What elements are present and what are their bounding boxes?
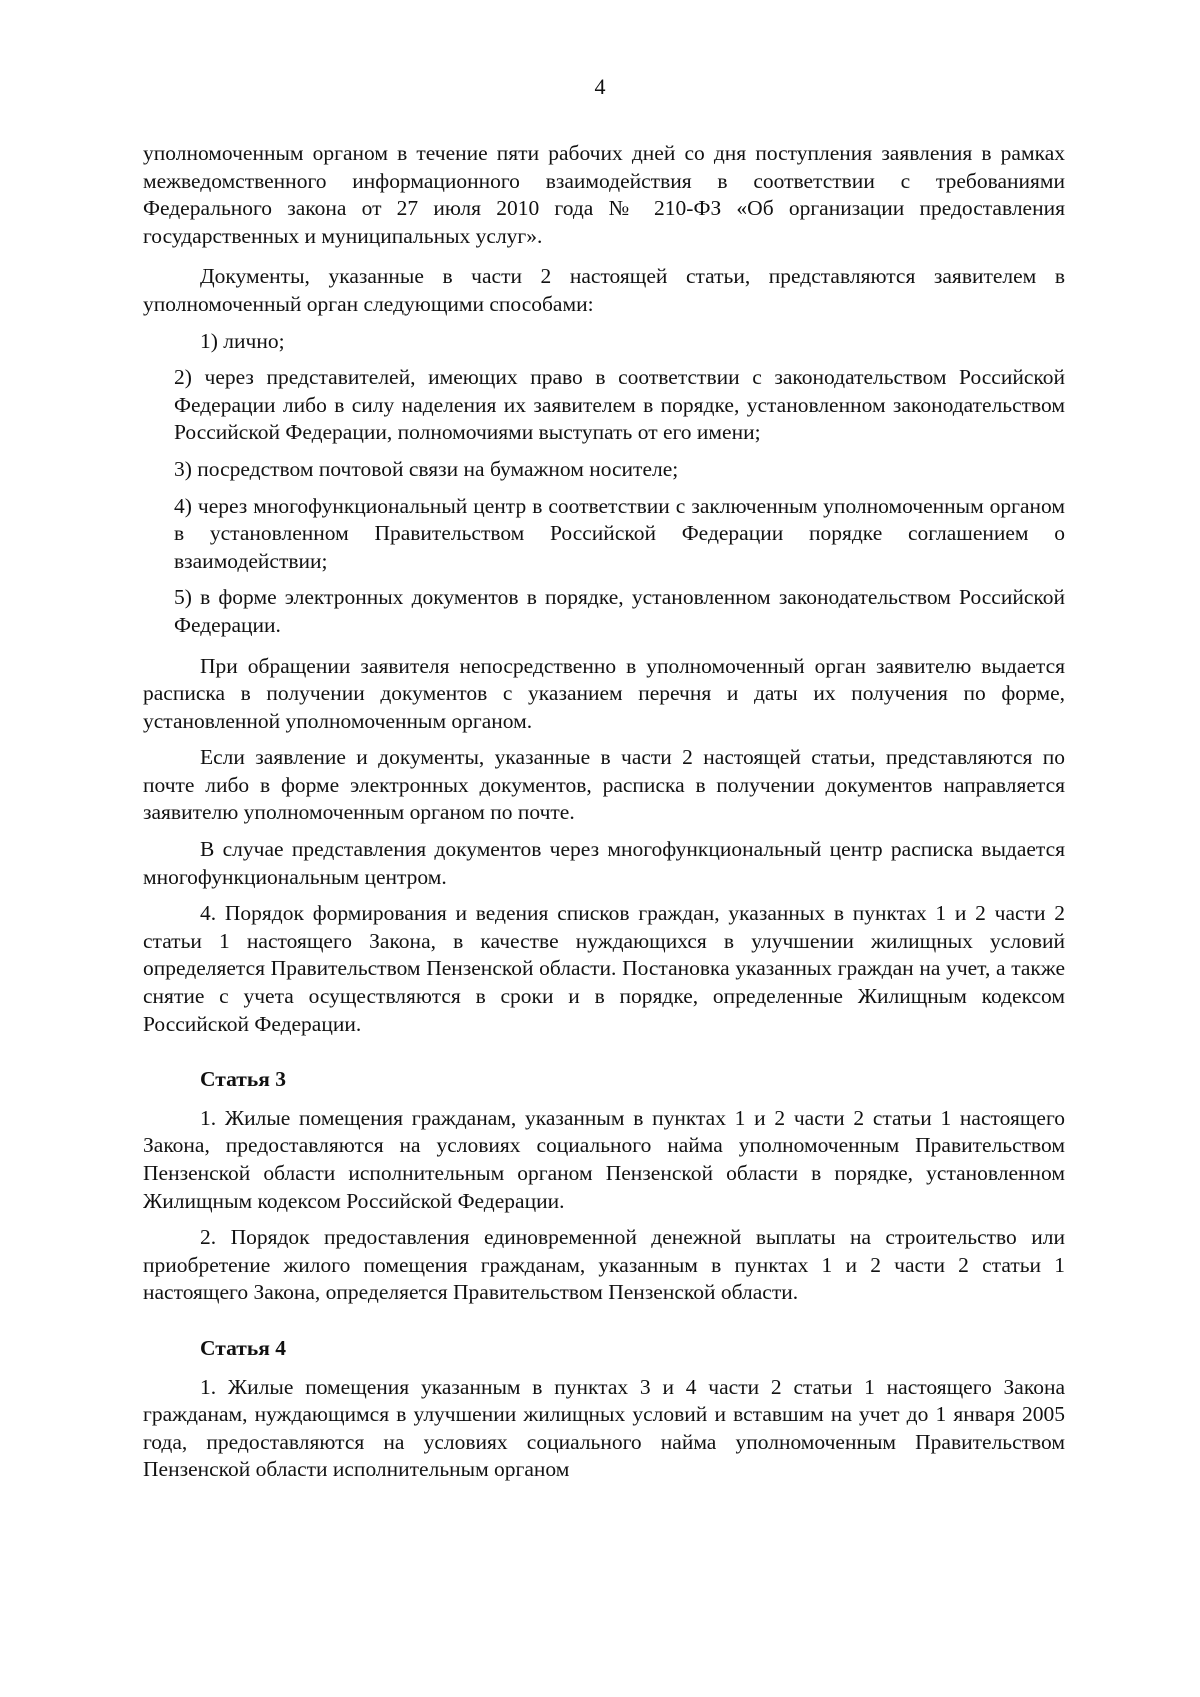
page-number: 4 xyxy=(594,74,606,99)
article-3-point-1: 1. Жилые помещения гражданам, указанным в пунктах 1 и 2 части 2 статьи 1 настоящего Закона, предоставляются на условиях социального найма уполномоченным Правительством Пензенской области исполнительным органом Пензенской области в порядке, установленном Жилищным кодексом Российской Федерации. xyxy=(143,1105,1065,1213)
paragraph-receipt-mfc: В случае представления документов через многофункциональный центр расписка выдается многофункциональным центром. xyxy=(143,837,1065,889)
article-4-point-1: 1. Жилые помещения указанным в пунктах 3 и 4 части 2 статьи 1 настоящего Закона гражданам, нуждающимся в улучшении жилищных условий и вставшим на учет до 1 января 2005 года, предоставляются на условиях социального найма уполномоченным Правительством Пензенской области исполнительным органом xyxy=(143,1374,1065,1482)
document-body xyxy=(143,140,1065,1484)
paragraph-point-4: 4. Порядок формирования и ведения списков граждан, указанных в пунктах 1 и 2 части 2 статьи 1 настоящего Закона, в качестве нуждающихся в улучшении жилищных условий определяется Правительством Пензенской области. Постановка указанных граждан на учет, а также снятие с учета осуществляются в сроки и в порядке, определенные Жилищным кодексом Российской Федерации. xyxy=(143,901,1065,1036)
paragraph-continuation: уполномоченным органом в течение пяти рабочих дней со дня поступления заявления в рамках межведомственного информационного взаимодействия в соответствии с требованиями Федерального закона от 27 июля 2010 года № 210-ФЗ «Об организации предоставления государственных и муниципальных услуг». xyxy=(143,141,1065,248)
paragraph-receipt-by-mail: Если заявление и документы, указанные в части 2 настоящей статьи, представляются по почте либо в форме электронных документов, расписка в получении документов направляется заявителю уполномоченным органом по почте. xyxy=(143,745,1065,825)
article-4-heading: Статья 4 xyxy=(200,1335,286,1360)
list-item-in-person: 1) лично; xyxy=(200,328,285,353)
article-3-heading: Статья 3 xyxy=(200,1067,286,1092)
paragraph-submission-methods: Документы, указанные в части 2 настоящей статьи, представляются заявителем в уполномоченный орган следующими способами: xyxy=(143,264,1065,316)
list-item-postal: 3) посредством почтовой связи на бумажном носителе; xyxy=(174,456,679,481)
article-3-point-2: 2. Порядок предоставления единовременной денежной выплаты на строительство или приобретение жилого помещения гражданам, указанным в пунктах 1 и 2 части 2 статьи 1 настоящего Закона, определяется Правительством Пензенской области. xyxy=(143,1225,1065,1305)
list-item-mfc: 4) через многофункциональный центр в соответствии с заключенным уполномоченным органом в установленном Правительством Российской Федерации порядке соглашением о взаимодействии; xyxy=(174,493,1065,573)
paragraph-receipt: При обращении заявителя непосредственно в уполномоченный орган заявителю выдается расписка в получении документов с указанием перечня и даты их получения по форме, установленной уполномоченным органом. xyxy=(143,653,1065,733)
list-item-electronic: 5) в форме электронных документов в порядке, установленном законодательством Российской Федерации. xyxy=(174,585,1065,637)
list-item-representatives: 2) через представителей, имеющих право в соответствии с законодательством Российской Федерации либо в силу наделения их заявителем в порядке, установленном законодательством Российской Федерации, полномочиями выступать от его имени; xyxy=(174,365,1065,445)
